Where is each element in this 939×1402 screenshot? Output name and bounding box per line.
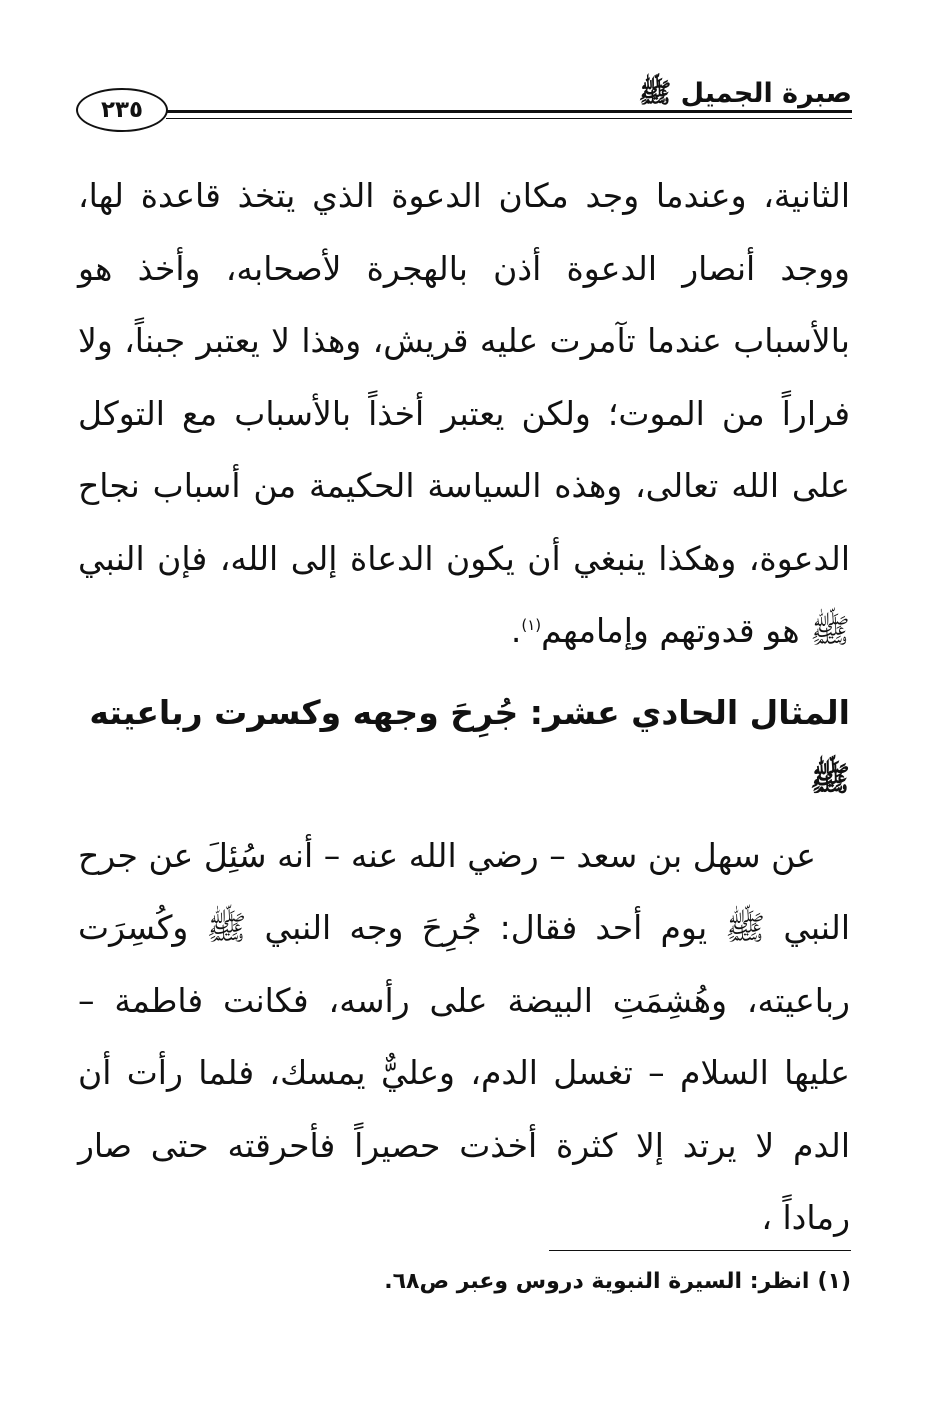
section-heading: المثال الحادي عشر: جُرِحَ وجهه وكسرت رباعيته ﷺ — [89, 692, 850, 798]
page-body — [78, 160, 850, 1255]
page-number: ٢٣٥ — [76, 88, 168, 132]
paragraph-1-end: . — [510, 611, 522, 650]
footnote-number: (١) — [817, 1269, 851, 1294]
header-rule-thin — [166, 118, 852, 119]
paragraph-1 — [78, 160, 850, 668]
footnote-text: انظر: السيرة النبوية دروس وعبر ص٦٨. — [384, 1269, 810, 1294]
footnote-separator — [549, 1250, 851, 1251]
running-title: صبرة الجميل ﷺ — [638, 78, 852, 109]
header-rule-thick — [164, 110, 852, 113]
footnote-reference: (١) — [521, 616, 542, 634]
footnote — [151, 1264, 851, 1300]
page-header — [76, 74, 852, 134]
paragraph-1-text: الثانية، وعندما وجد مكان الدعوة الذي يتخذ قاعدة لها، ووجد أنصار الدعوة أذن بالهجرة لأصحابه، وأخذ هو بالأسباب عندما تآمرت عليه قريش، وهذا لا يعتبر جبناً، ولا فراراً من الموت؛ ولكن يعتبر أخذاً بالأسباب مع التوكل على الله تعالى، وهذه السياسة الحكيمة من أسباب نجاح الدعوة، وهكذا ينبغي أن يكون الدعاة إلى الله، فإن النبي ﷺ هو قدوتهم وإمامهم — [78, 176, 850, 650]
paragraph-2: عن سهل بن سعد – رضي الله عنه – أنه سُئِلَ عن جرح النبي ﷺ يوم أحد فقال: جُرِحَ وجه النبي ﷺ وكُسِرَت رباعيته، وهُشِمَتِ البيضة على رأسه، فكانت فاطمة – عليها السلام – تغسل الدم، وعليٌّ يمسك، فلما رأت أن الدم لا يرتد إلا كثرة أخذت حصيراً فأحرقته حتى صار رماداً ، — [78, 835, 850, 1237]
